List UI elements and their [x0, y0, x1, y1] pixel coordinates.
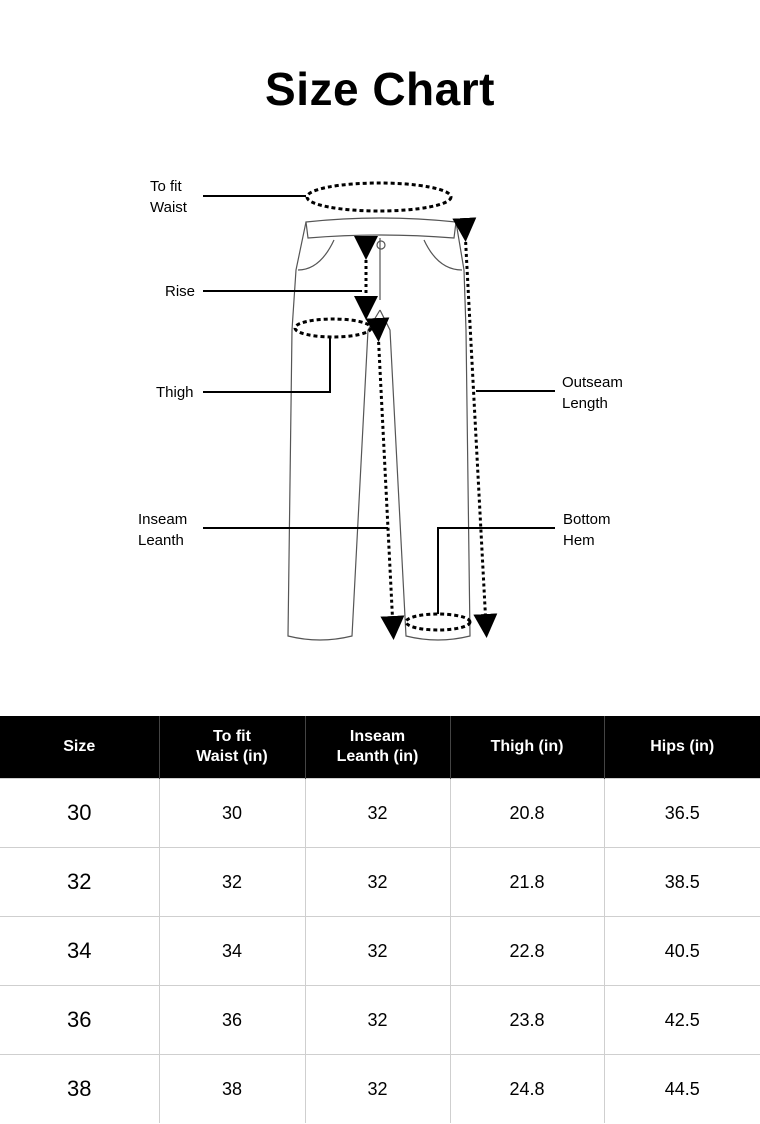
cell-thigh: 23.8: [450, 986, 604, 1055]
cell-waist: 38: [159, 1055, 305, 1124]
table-row: [0, 986, 760, 1055]
header-waist: To fit Waist (in): [159, 716, 305, 779]
table-row: [0, 1055, 760, 1124]
cell-waist: 30: [159, 779, 305, 848]
label-thigh: Thigh: [156, 384, 194, 401]
header-hips: Hips (in): [604, 716, 760, 779]
label-rise: Rise: [165, 283, 196, 300]
cell-hips: 44.5: [604, 1055, 760, 1124]
table-row: [0, 917, 760, 986]
header-size: Size: [0, 716, 159, 779]
cell-inseam: 32: [305, 779, 450, 848]
cell-thigh: 24.8: [450, 1055, 604, 1124]
cell-waist: 34: [159, 917, 305, 986]
pants-measurement-diagram: [0, 160, 760, 660]
header-inseam: Inseam Leanth (in): [305, 716, 450, 779]
cell-hips: 42.5: [604, 986, 760, 1055]
header-thigh: Thigh (in): [450, 716, 604, 779]
cell-waist: 32: [159, 848, 305, 917]
label-outseam: Outseam Length: [562, 374, 623, 412]
cell-inseam: 32: [305, 917, 450, 986]
cell-inseam: 32: [305, 1055, 450, 1124]
cell-size: 38: [0, 1055, 159, 1124]
cell-size: 30: [0, 779, 159, 848]
table-header-row: [0, 716, 760, 779]
cell-hips: 36.5: [604, 779, 760, 848]
cell-hips: 40.5: [604, 917, 760, 986]
page-title: Size Chart: [265, 63, 495, 115]
table-row: [0, 848, 760, 917]
label-inseam: Inseam Leanth: [138, 511, 188, 549]
cell-thigh: 20.8: [450, 779, 604, 848]
cell-thigh: 21.8: [450, 848, 604, 917]
size-table: [0, 716, 760, 1123]
table-row: [0, 779, 760, 848]
pants-illustration-icon: [0, 160, 760, 660]
cell-size: 32: [0, 848, 159, 917]
cell-size: 36: [0, 986, 159, 1055]
cell-waist: 36: [159, 986, 305, 1055]
cell-size: 34: [0, 917, 159, 986]
cell-inseam: 32: [305, 986, 450, 1055]
cell-inseam: 32: [305, 848, 450, 917]
cell-thigh: 22.8: [450, 917, 604, 986]
cell-hips: 38.5: [604, 848, 760, 917]
label-waist: To fit Waist: [150, 178, 187, 216]
label-bottom-hem: Bottom Hem: [563, 511, 611, 549]
